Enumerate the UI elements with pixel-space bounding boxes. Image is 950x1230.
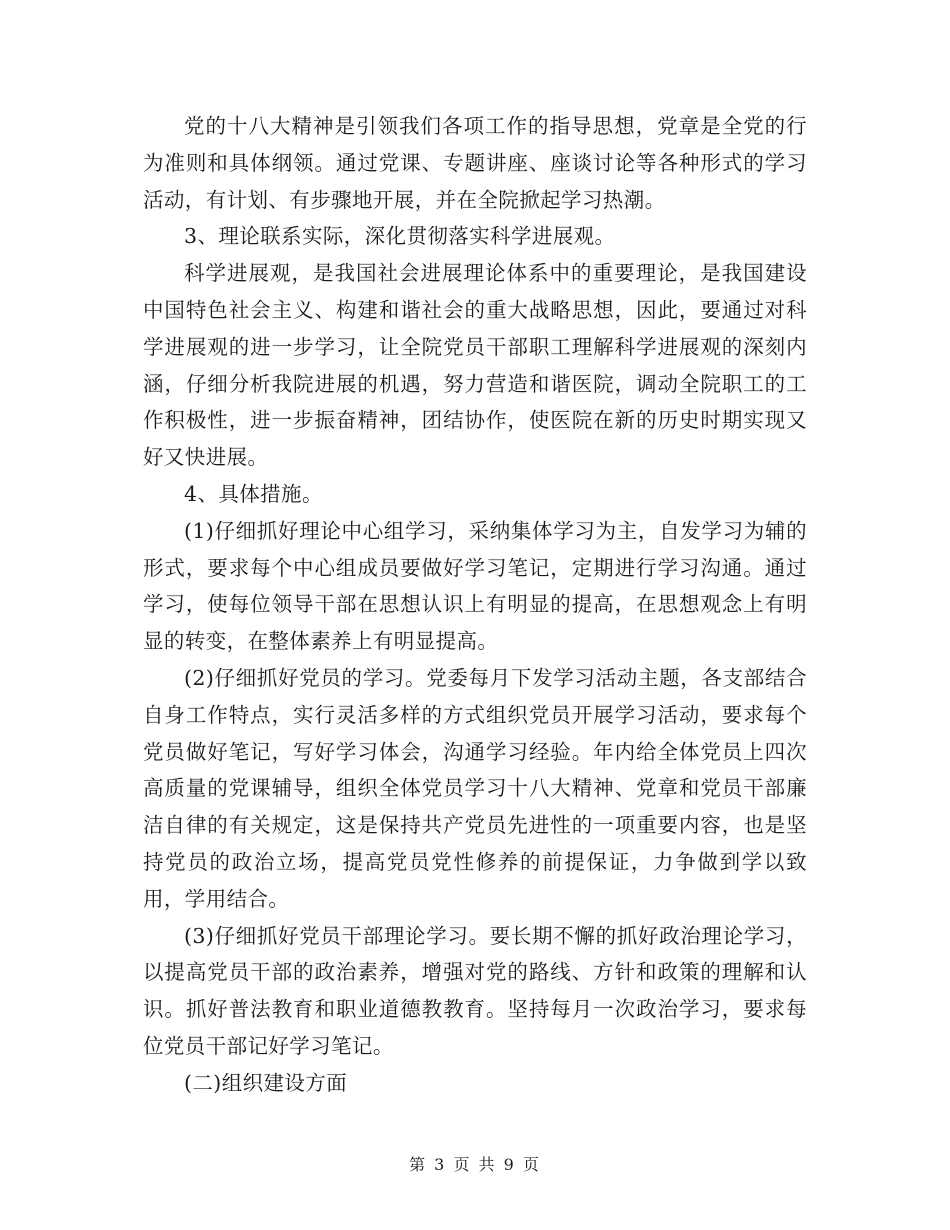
- section-heading-organization: (二)组织建设方面: [184, 1070, 348, 1095]
- paragraph-measure-2: (2)仔细抓好党员的学习。党委每月下发学习活动主题，各支部结合自身工作特点，实行灵活多样的方式组织党员开展学习活动，要求每个党员做好笔记，写好学习体会，沟通学习经验。年内给全体党员上四次高质量的党课辅导，组织全体党员学习十八大精神、党章和党员干部廉洁自律的有关规定，这是保持共产党员先进性的一项重要内容，也是坚持党员的政治立场，提高党员党性修养的前提保证，力争做到学以致用，学用结合。: [143, 665, 807, 911]
- paragraph-measure-1: (1)仔细抓好理论中心组学习，采纳集体学习为主，自发学习为辅的形式，要求每个中心组成员要做好学习笔记，定期进行学习沟通。通过学习，使每位领导干部在思想认识上有明显的提高，在思想观念上有明显的转变，在整体素养上有明显提高。: [143, 518, 807, 654]
- paragraph-scientific-development: 科学进展观，是我国社会进展理论体系中的重要理论，是我国建设中国特色社会主义、构建和谐社会的重大战略思想，因此，要通过对科学进展观的进一步学习，让全院党员干部职工理解科学进展观的深刻内涵，仔细分析我院进展的机遇，努力营造和谐医院，调动全院职工的工作积极性，进一步振奋精神，团结协作，使医院在新的历史时期实现又好又快进展。: [143, 261, 807, 470]
- document-body: [143, 108, 807, 1102]
- section-heading-3: 3、理论联系实际，深化贯彻落实科学进展观。: [184, 224, 616, 249]
- page-number-footer: 第 3 页 共 9 页: [409, 1155, 541, 1174]
- paragraph-study-activities: 党的十八大精神是引领我们各项工作的指导思想，党章是全党的行为准则和具体纲领。通过党课、专题讲座、座谈讨论等各种形式的学习活动，有计划、有步骤地开展，并在全院掀起学习热潮。: [143, 114, 807, 212]
- paragraph-measure-3: (3)仔细抓好党员干部理论学习。要长期不懈的抓好政治理论学习，以提高党员干部的政治素养，增强对党的路线、方针和政策的理解和认识。抓好普法教育和职业道德教教育。坚持每月一次政治学习，要求每位党员干部记好学习笔记。: [143, 923, 807, 1058]
- section-heading-4: 4、具体措施。: [184, 481, 323, 506]
